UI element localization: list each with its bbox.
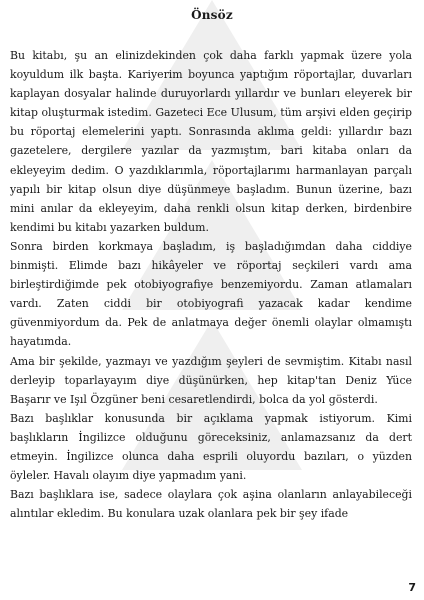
paragraph: Bazı başlıklara ise, sadece olaylara çok aşina olanların anlayabileceği alıntılar ekledim. Bu konulara uzak olanlara pek bir şey ifade xyxy=(10,488,412,521)
preface-body xyxy=(10,46,412,523)
paragraph: Bu kitabı, şu an elinizdekinden çok daha farklı yapmak üzere yola koyuldum ilk başta. Kariyerim boyunca yaptığım röportajlar, duvarları kaplayan dosyalar halinde duruyorlardı yıllardır ve bunları eleyerek bir kitap oluşturmak istedim. Gazeteci Ece Ulusum, tüm arşivi elden geçirip bu röportaj elemelerini yaptı. Sonrasında aklıma geldi: yıllardır bazı gazetelere, dergilere yazılar da yazmıştım, bari kitaba onları da ekleyeyim dedim. O yazdıklarımla, röportajlarımı harmanlayan parçalı yapılı bir kitap olsun diye düşünmeye başladım. Bunun üzerine, bazı mini anılar da ekleyeyim, daha renkli olsun kitap derken, birdenbire kendimi bu kitabı yazarken buldum. xyxy=(10,49,412,234)
paragraph: Ama bir şekilde, yazmayı ve yazdığım şeyleri de sevmiştim. Kitabı nasıl derleyip toparlayayım diye düşünürken, hep kitap'tan Deniz Yüce Başarır ve Işıl Özgüner beni cesaretlendirdi, bolca da yol gösterdi. xyxy=(10,354,412,406)
paragraph: Bazı başlıklar konusunda bir açıklama yapmak istiyorum. Kimi başlıkların İngilizce olduğunu göreceksiniz, anlamazsanız da dert etmeyin. İngilizce olunca daha esprili oluyordu bazıları, o yüzden öyleler. Havalı olayım diye yapmadım yani. xyxy=(10,411,412,483)
paragraph: Sonra birden korkmaya başladım, iş başladığımdan daha ciddiye binmişti. Elimde bazı hikâyeler ve röportaj seçkileri vardı ama birleştirdiğimde pek otobiyografiye benzemiyordu. Zaman atlamaları vardı. Zaten ciddi bir otobiyografi yazacak kadar kendime güvenmiyordum da. Pek de anlatmaya değer önemli olaylar olmamıştı hayatımda. xyxy=(10,239,412,349)
page-title: Önsöz xyxy=(191,8,233,22)
page-number: 7 xyxy=(408,581,416,594)
